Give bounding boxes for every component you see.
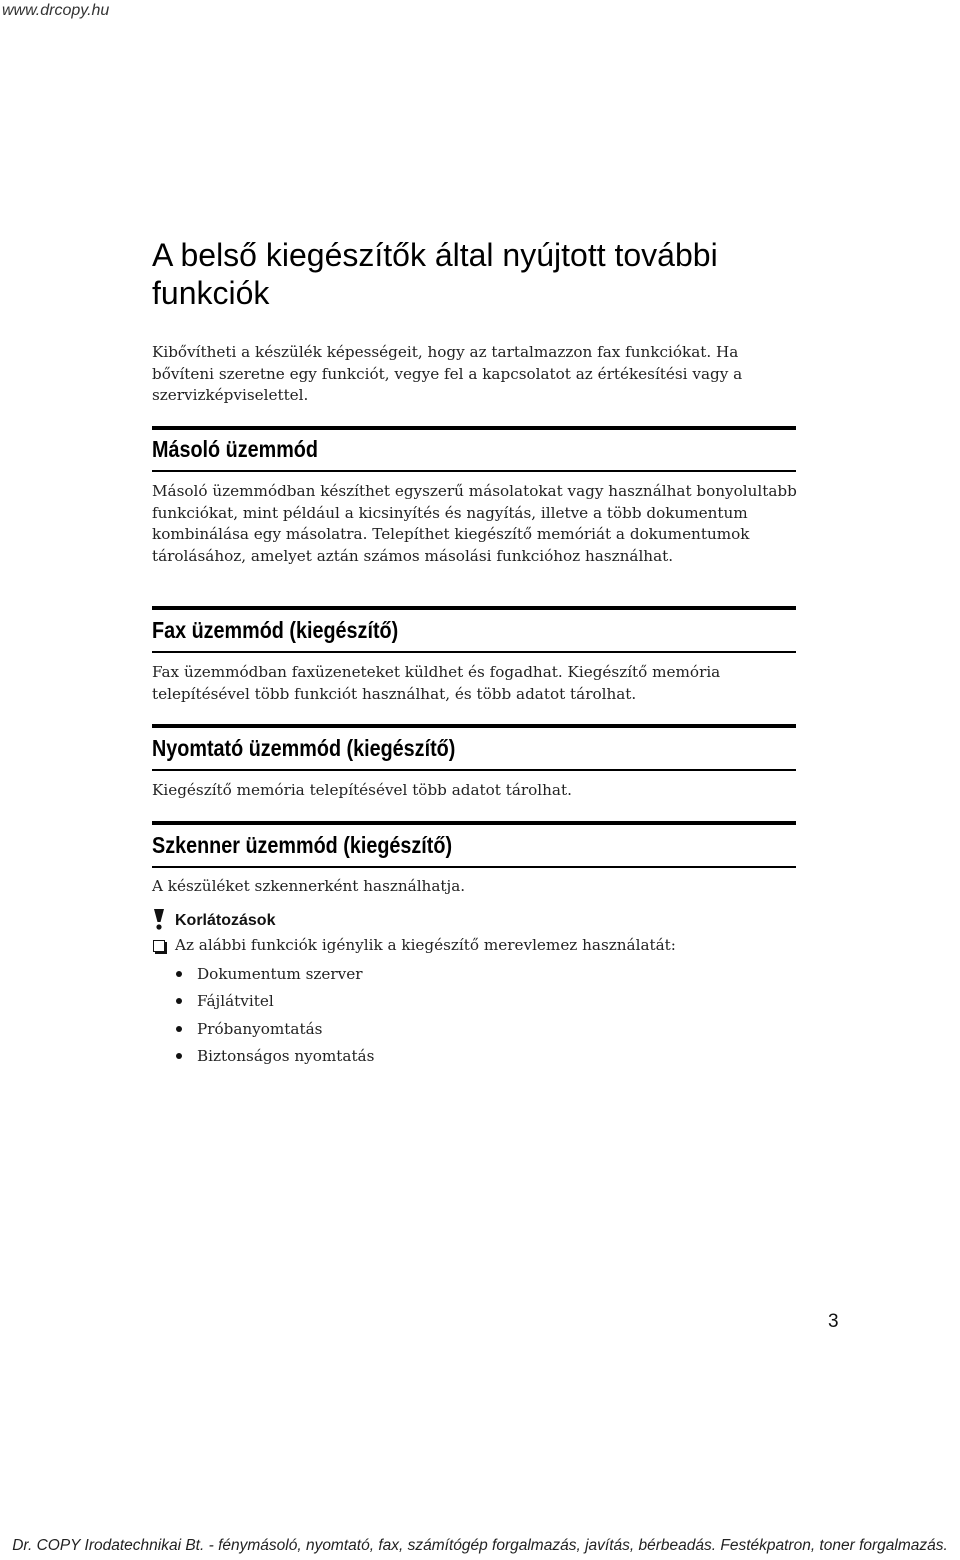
section-body-scanner: A készüléket szkennerként használhatja. — [152, 877, 466, 895]
list-item-text: Próbanyomtatás — [197, 1019, 323, 1038]
list-item — [175, 1018, 374, 1045]
section-top-bar — [152, 724, 796, 728]
page-number: 3 — [828, 1311, 839, 1332]
section-body-copy: Másoló üzemmódban készíthet egyszerű másolatokat vagy használhat bonyolultabb funkciókat, mint például a kicsinyítés és nagyítás, illetve a több dokumentum kombinálása egy másolatra. Telepíthet kiegészítő memóriát a dokumentumok tárolásához, amelyet aztán számos másolási funkcióhoz használhat. — [152, 482, 797, 565]
section-rule — [152, 866, 796, 868]
list-item — [175, 1045, 374, 1072]
page-title: A belső kiegészítők által nyújtott további funkciók — [152, 237, 718, 311]
watermark-top: www.drcopy.hu — [2, 2, 110, 19]
section-body-printer: Kiegészítő memória telepítésével több adatot tárolhat. — [152, 781, 572, 799]
section-top-bar — [152, 606, 796, 610]
list-item-text: Biztonságos nyomtatás — [197, 1046, 375, 1065]
section-body-fax: Fax üzemmódban faxüzeneteket küldhet és fogadhat. Kiegészítő memória telepítésével több funkciót használhat, és több adatot tárolhat. — [152, 663, 721, 703]
list-item — [175, 963, 374, 990]
section-heading-copy: Másoló üzemmód — [152, 436, 318, 462]
section-top-bar — [152, 821, 796, 825]
exclamation-icon — [152, 908, 166, 930]
restrictions-note: Az alábbi funkciók igénylik a kiegészítő merevlemez használatát: — [175, 936, 676, 954]
section-rule — [152, 470, 796, 472]
section-heading-fax: Fax üzemmód (kiegészítő) — [152, 617, 399, 643]
bullet-icon — [176, 1053, 182, 1059]
watermark-bottom: Dr. COPY Irodatechnikai Bt. - fénymásoló, nyomtató, fax, számítógép forgalmazás, javítás, bérbeadás. Festékpatron, toner forgalmazás. — [12, 1537, 948, 1554]
restrictions-label: Korlátozások — [175, 912, 276, 929]
bullet-icon — [176, 998, 182, 1004]
list-item — [175, 990, 374, 1017]
section-heading-scanner: Szkenner üzemmód (kiegészítő) — [152, 832, 453, 858]
section-rule — [152, 769, 796, 771]
restrictions-list — [175, 963, 374, 1072]
list-item-text: Fájlátvitel — [197, 992, 274, 1011]
bullet-icon — [176, 971, 182, 977]
checkbox-icon — [153, 940, 165, 952]
section-top-bar — [152, 426, 796, 430]
intro-paragraph: Kibővítheti a készülék képességeit, hogy az tartalmazzon fax funkciókat. Ha bővíteni szeretne egy funkciót, vegye fel a kapcsolatot az értékesítési vagy a szervizképviselettel. — [152, 343, 743, 404]
section-heading-printer: Nyomtató üzemmód (kiegészítő) — [152, 735, 456, 761]
list-item-text: Dokumentum szerver — [197, 965, 363, 983]
section-rule — [152, 651, 796, 653]
bullet-icon — [176, 1026, 182, 1032]
